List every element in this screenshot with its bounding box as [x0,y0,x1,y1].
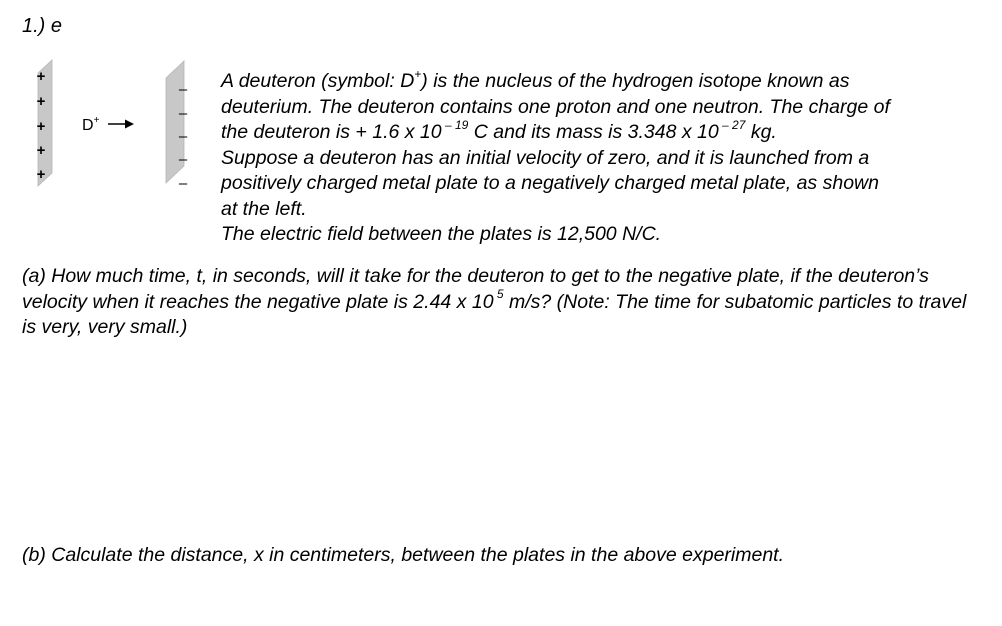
positive-sign: + [36,142,46,159]
negative-sign: – [178,81,188,98]
problem-intro [221,66,996,248]
question-a [22,264,982,341]
positive-sign: + [36,118,46,135]
positive-sign: + [36,68,46,85]
intro-text: the deuteron is + 1.6 x 10 [221,121,442,143]
capacitor-plates-diagram [30,55,200,195]
question-b: (b) Calculate the distance, x in centimeters, between the plates in the above experiment. [22,544,785,566]
positive-sign: + [36,93,46,110]
intro-line: positively charged metal plate to a negatively charged metal plate, as shown [221,172,879,194]
intro-line: deuterium. The deuteron contains one proton and one neutron. The charge of [221,95,890,118]
question-text: m/s? (Note: The time for subatomic particles to travel is very, very small.) [22,290,967,338]
velocity-arrow-head-icon [125,120,134,129]
intro-text: ) is the nucleus of the hydrogen isotope known as [421,70,850,92]
superscript: 5 [493,287,504,301]
negative-sign: – [178,128,188,145]
intro-line [221,117,996,146]
problem-number: 1.) e [22,15,63,37]
intro-text: C and its mass is 3.348 x 10 [468,121,719,143]
negative-sign: – [178,151,188,168]
intro-line: Suppose a deuteron has an initial velocity of zero, and it is launched from a [221,146,870,169]
intro-text: kg. [745,121,777,143]
intro-line [221,66,996,95]
deuteron-symbol: D [82,117,94,134]
positive-sign: + [36,166,46,183]
deuteron-label [82,115,100,134]
intro-line: The electric field between the plates is 12,500 N/C. [221,223,662,245]
intro-text: A deuteron (symbol: D [221,70,415,92]
intro-line: at the left. [221,197,307,220]
question-text: (a) How much time, t, in seconds, will it take for the deuteron to get to the negative plate, if the deuteron’s velocity when it reaches the negative plate is 2.44 x 10 [22,265,929,313]
negative-sign: – [178,175,188,192]
deuteron-charge: + [93,115,100,126]
superscript: – 27 [718,117,746,132]
negative-sign: – [178,105,188,122]
superscript: – 19 [441,117,469,132]
superscript: + [414,66,422,81]
